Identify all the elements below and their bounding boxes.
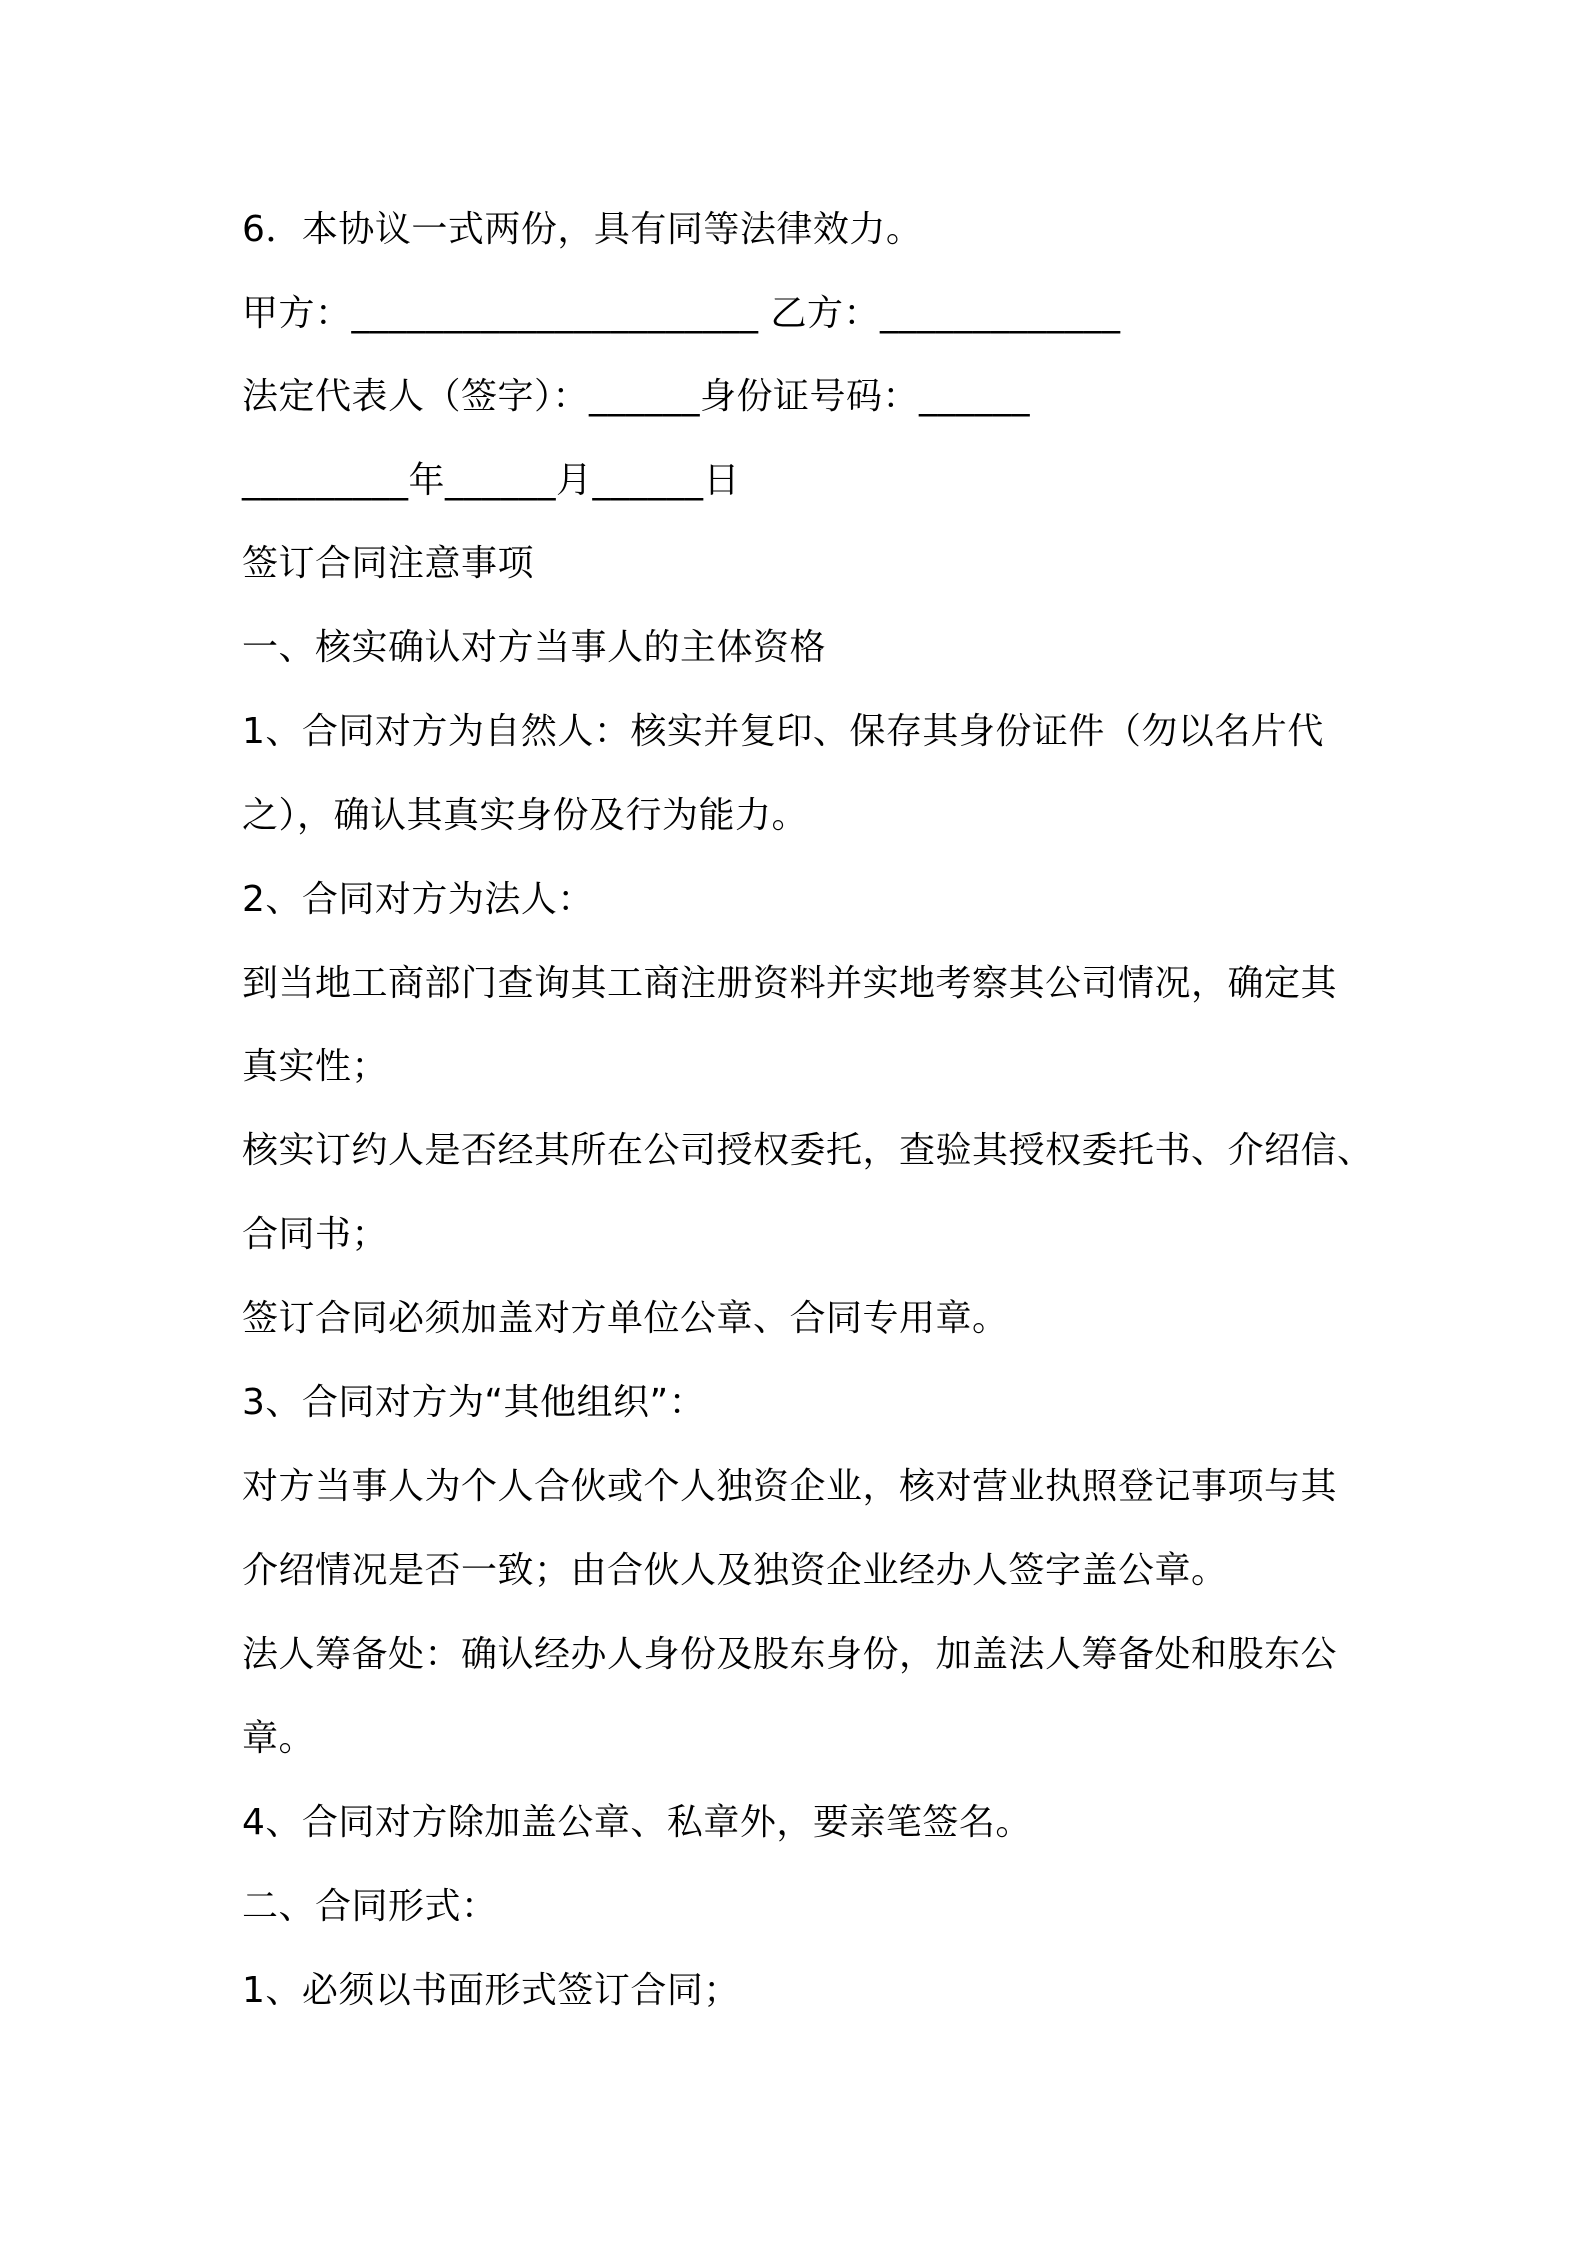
- subheading-1: 一、核实确认对方当事人的主体资格: [242, 627, 827, 668]
- paragraph-line: 法人筹备处：确认经办人身份及股东身份，加盖法人筹备处和股东公: [242, 1634, 1338, 1675]
- paragraph-line: 章。: [242, 1718, 316, 1759]
- paragraph-line: 到当地工商部门查询其工商注册资料并实地考察其公司情况，确定其: [242, 963, 1338, 1004]
- paragraph-line: 介绍情况是否一致；由合伙人及独资企业经办人签字盖公章。: [242, 1550, 1228, 1591]
- representative-id-line: 法定代表人（签字）：______身份证号码：______: [242, 376, 1031, 417]
- paragraph-line: 之），确认其真实身份及行为能力。: [242, 795, 809, 836]
- paragraph-line: 3、合同对方为“其他组织”：: [242, 1382, 706, 1423]
- paragraph-line: 1、合同对方为自然人：核实并复印、保存其身份证件（勿以名片代: [242, 711, 1324, 752]
- paragraph-line: 2、合同对方为法人：: [242, 879, 594, 920]
- paragraph-line: 对方当事人为个人合伙或个人独资企业，核对营业执照登记事项与其: [242, 1466, 1338, 1507]
- date-line: _________年______月______日: [242, 460, 740, 501]
- paragraph-line: 1、必须以书面形式签订合同；: [242, 1970, 740, 2011]
- paragraph-line: 核实订约人是否经其所在公司授权委托，查验其授权委托书、介绍信、: [242, 1130, 1374, 1171]
- party-signature-line: 甲方：______________________ 乙方：_____________: [242, 293, 1121, 334]
- paragraph-line: 签订合同必须加盖对方单位公章、合同专用章。: [242, 1298, 1009, 1339]
- paragraph-line: 合同书；: [242, 1214, 389, 1255]
- paragraph-line: 真实性；: [242, 1046, 389, 1087]
- subheading-2: 二、合同形式：: [242, 1886, 498, 1927]
- paragraph-line: 4、合同对方除加盖公章、私章外，要亲笔签名。: [242, 1802, 1032, 1843]
- section-heading: 签订合同注意事项: [242, 543, 535, 584]
- clause-6: 6．本协议一式两份，具有同等法律效力。: [242, 209, 923, 250]
